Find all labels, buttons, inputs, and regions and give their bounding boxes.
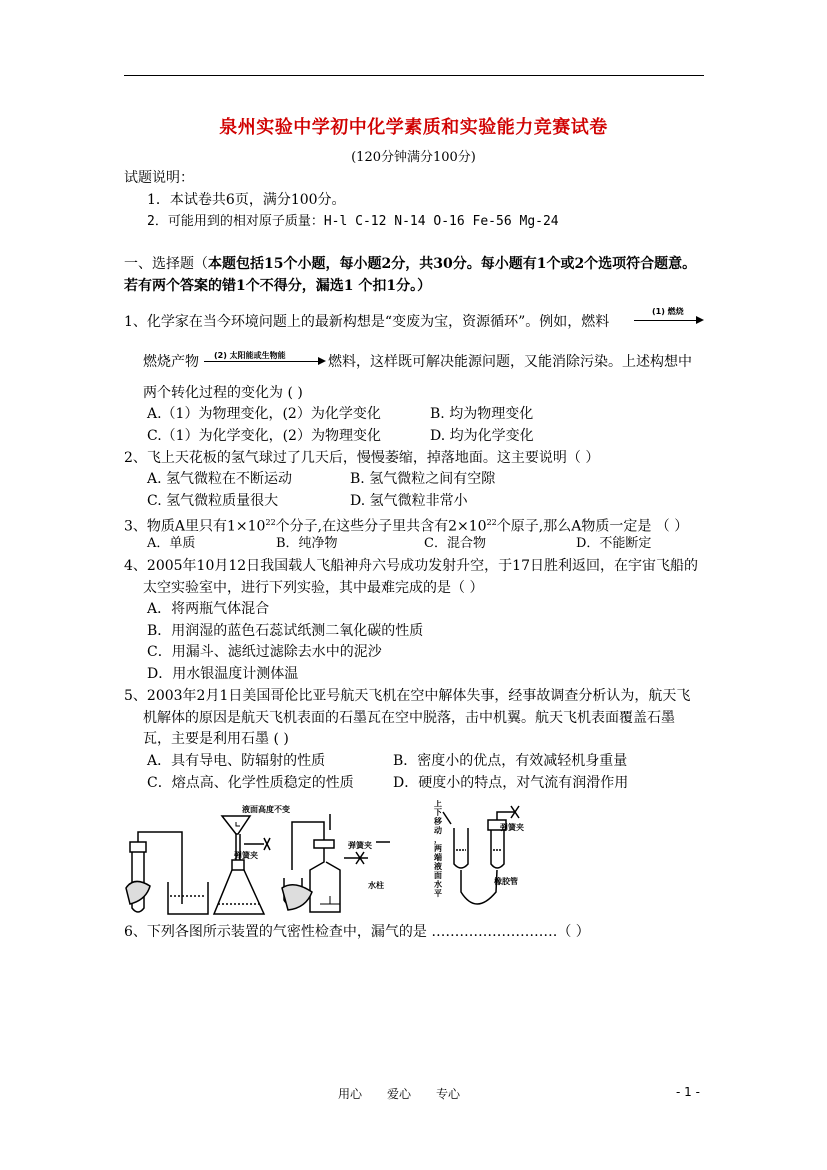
q5-line1: 5、2003年2月1日美国哥伦比亚号航天飞机在空中解体失事，经事故调查分析认为，航天飞 — [124, 688, 691, 704]
q1-option-b: B. 均为物理变化 — [430, 406, 534, 422]
q1-line1: 1、化学家在当今环境问题上的最新构想是“变废为宝，资源循环”。例如，燃料 — [124, 314, 610, 330]
arrow2-label: (2) 太阳能或生物能 — [214, 351, 286, 360]
apparatus-1-tube-beaker — [126, 832, 208, 914]
q2-option-a: A. 氢气微粒在不断运动 — [147, 471, 293, 487]
q5-option-b: B．密度小的优点，有效减轻机身重量 — [393, 753, 628, 769]
q6-stem: 6、下列各图所示装置的气密性检查中，漏气的是 ………………………（ ） — [124, 924, 590, 940]
page-number: - 1 - — [676, 1085, 700, 1099]
page-subtitle: (120分钟满分100分) — [351, 150, 476, 165]
q4-line1: 4、2005年10月12日我国载人飞船神舟六号成功发射升空，于17日胜利返回，在宇宙飞船的 — [124, 558, 698, 574]
q5-option-a: A．具有导电、防辐射的性质 — [147, 753, 326, 769]
footer-motto-2: 爱心 — [387, 1087, 412, 1101]
section-heading: 一、选择题（本题包括15个小题，每小题2分，共30分。每小题有1个或2个选项符合题意。 — [124, 256, 697, 272]
q3-option-c: C．混合物 — [424, 536, 486, 551]
arrow1-line — [634, 320, 696, 321]
q2-option-b: B. 氢气微粒之间有空隙 — [350, 471, 496, 487]
instruction-item-1: 1．本试卷共6页，满分100分。 — [147, 192, 346, 208]
q2-stem: 2、飞上天花板的氢气球过了几天后，慢慢萎缩，掉落地面。这主要说明（ ） — [124, 450, 600, 466]
footer-motto-1: 用心 — [338, 1087, 363, 1101]
label-rubber-hose: 橡胶管 — [494, 877, 518, 886]
q2-option-d: D. 氢气微粒非常小 — [350, 493, 468, 509]
apparatus-4-u-tube — [443, 806, 519, 904]
q1-option-d: D. 均为化学变化 — [430, 428, 534, 444]
section-description: 若有两个答案的错1个不得分，漏选1 个扣1分。） — [124, 278, 432, 294]
label-liquid-level: 液面高度不变 — [242, 805, 290, 814]
q5-line2: 机解体的原因是航天飞机表面的石墨瓦在空中脱落，击中机翼。航天飞机表面覆盖石墨 — [143, 710, 675, 726]
q4-option-d: D．用水银温度计测体温 — [147, 666, 299, 682]
q1-line3: 两个转化过程的变化为 ( ) — [143, 385, 303, 401]
apparatus-3-flask-bottle — [282, 814, 390, 912]
q4-option-c: C．用漏斗、滤纸过滤除去水中的泥沙 — [147, 644, 382, 660]
q5-option-c: C．熔点高、化学性质稳定的性质 — [147, 775, 354, 791]
q5-option-d: D．硬度小的特点，对气流有润滑作用 — [393, 775, 629, 791]
arrow2-line — [204, 361, 318, 362]
q3-option-a: A．单质 — [147, 536, 196, 551]
arrow1-label: (1) 燃烧 — [652, 307, 684, 316]
header-rule — [124, 75, 704, 76]
arrow2-head-icon — [318, 357, 326, 365]
q5-line3: 瓦，主要是利用石墨 ( ) — [143, 731, 289, 747]
label-clip-1: 弹簧夹 — [234, 851, 258, 860]
instruction-item-2: 2．可能用到的相对原子质量：H-l C-12 N-14 O-16 Fe-56 Mg-24 — [147, 214, 559, 229]
label-water-column: 水柱 — [368, 881, 384, 890]
apparatus-figure — [124, 800, 564, 920]
q1-line2b: 燃料，这样既可解决能源问题，又能消除污染。上述构想中 — [328, 354, 692, 370]
q4-line2: 太空实验室中，进行下列实验，其中最难完成的是（ ） — [143, 580, 484, 596]
label-clip-2: 弹簧夹 — [348, 841, 372, 850]
instructions-heading: 试题说明： — [124, 170, 194, 186]
footer-motto-3: 专心 — [436, 1087, 461, 1101]
q1-option-c: C.（1）为化学变化，(2）为物理变化 — [147, 428, 381, 444]
arrow1-head-icon — [696, 316, 704, 324]
page-title: 泉州实验中学初中化学素质和实验能力竞赛试卷 — [219, 117, 608, 138]
q1-option-a: A.（1）为物理变化，(2）为化学变化 — [147, 406, 381, 422]
label-clip-3: 弹簧夹 — [500, 823, 524, 832]
q3-stem: 3、物质A里只有$1\times 10^{22}$个分子,在这些分子里共含有$2\times 10^{22}$个原子,那么A物质一定是 （ ） — [124, 518, 689, 535]
q3-option-d: D．不能断定 — [576, 536, 652, 551]
q1-line2a: 燃烧产物 — [143, 354, 199, 370]
q3-option-b: B．纯净物 — [276, 536, 338, 551]
q2-option-c: C. 氢气微粒质量很大 — [147, 493, 279, 509]
q4-option-b: B．用润湿的蓝色石蕊试纸测二氧化碳的性质 — [147, 623, 424, 639]
label-up-down: 上下移动，两端液面水平 — [434, 800, 442, 898]
q4-option-a: A．将两瓶气体混合 — [147, 601, 270, 617]
apparatus-2-funnel-flask — [214, 816, 270, 914]
